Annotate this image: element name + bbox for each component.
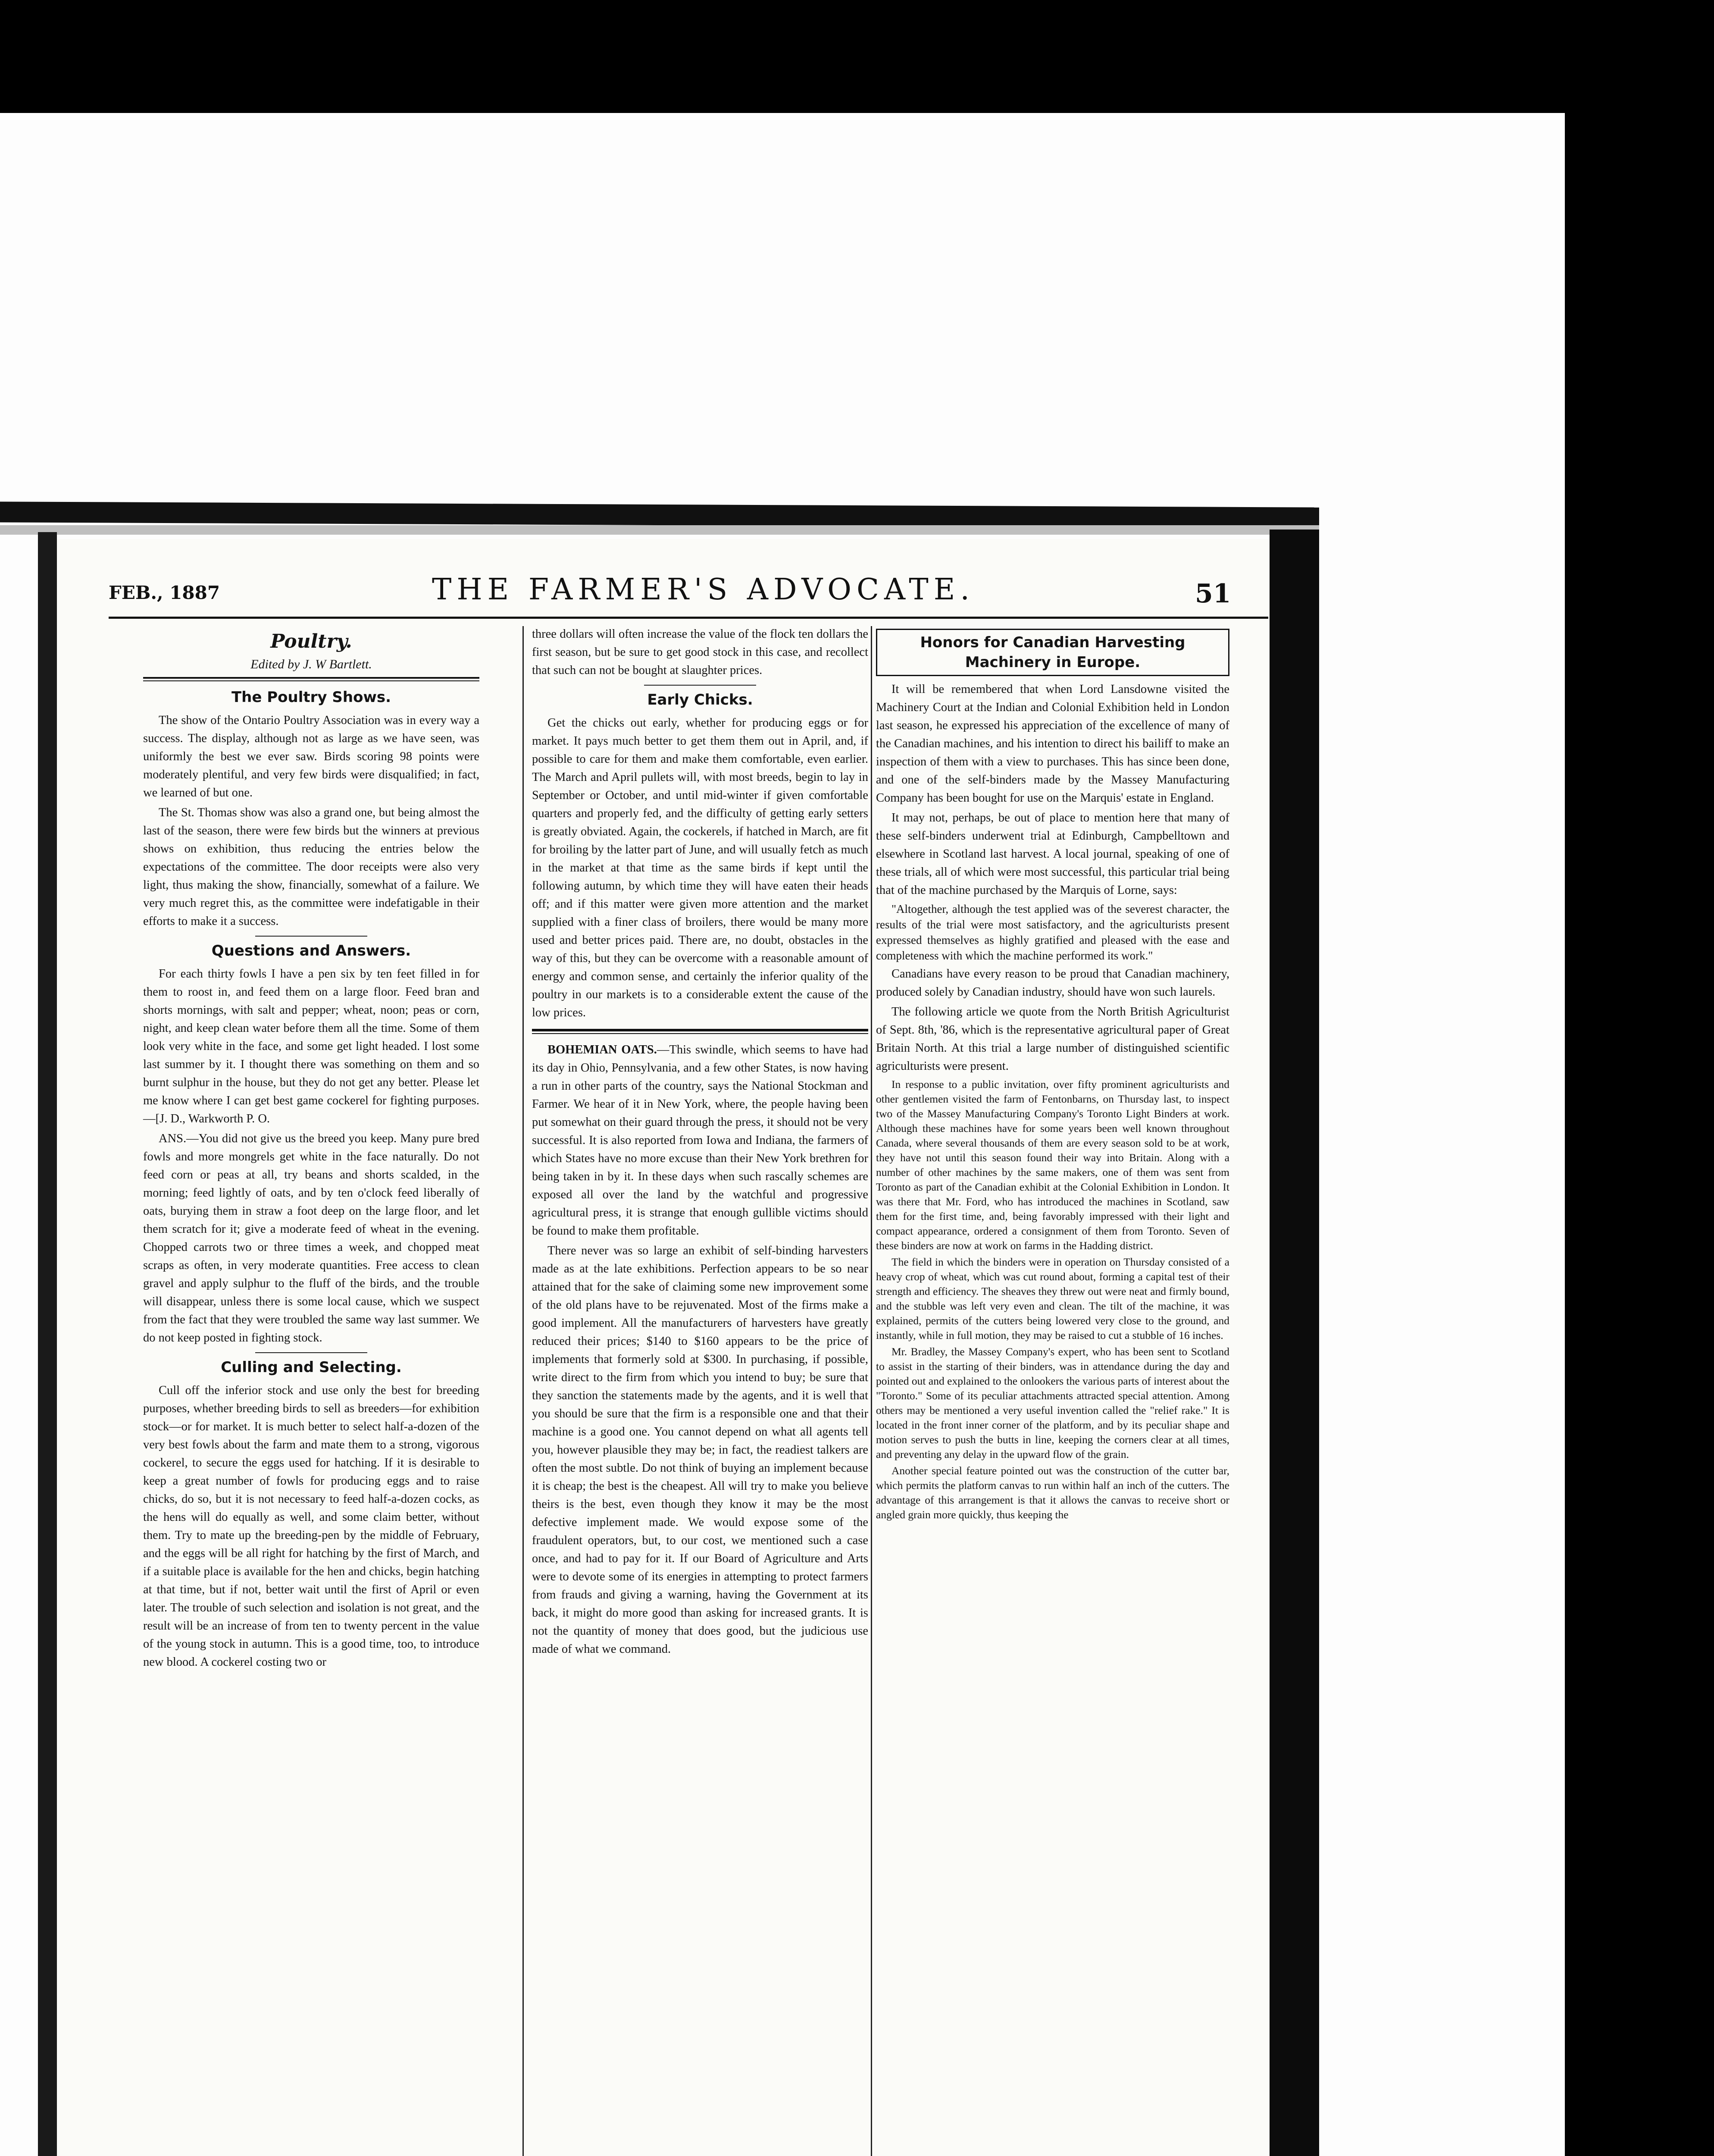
article-paragraph: Cull off the inferior stock and use only the best for breeding purposes, whether breeding birds to sell as breeders—for exhibition stock—or for market. It is much better to select half-a-dozen of the very best fowls about the farm and mate them to a strong, vigorous cockerel, to secure the eggs used for hatching. If it is desirable to keep a great number of fowls for producing eggs and to raise chicks, do so, but it is not necessary to feed half-a-dozen cocks, as the hens will do equally as well, and some claim better, without them. Try to mate up the breeding-pen by the middle of February, and the eggs will be all right for hatching by the first of March, and if a suitable place is available for the hen and chicks, begin hatching at that time, but if not, better wait until the first of April or even later. The trouble of such selection and isolation is not great, and the result will be an increase of from ten to twenty percent in the value of the young stock in autumn. This is a good time, too, to introduce new blood. A cockerel costing two or (143, 1384, 479, 1669)
article-paragraph: The show of the Ontario Poultry Association was in every way a success. The display, although not as large as we have seen, was uniformly the best we ever saw. Birds scoring 98 points were moderately plentiful, and very few birds were disqualified; in fact, we learned of but one. (143, 714, 479, 799)
section-divider (255, 1352, 367, 1353)
department-rule (143, 677, 479, 681)
article-paragraph: For each thirty fowls I have a pen six by ten feet filled in for them to roost in, and feed them on a large floor. Feed bran and shorts mornings, with salt and pepper; wheat, noon; peas or corn, night, and keep clean water before them all the time. Some of them look very white in the face, and some get light headed. I lost some last summer by it. I thought there was something on them and so burnt sulphur in the house, but they do not get any better. Please let me know where I can get best game cockerel for fighting purposes.—[J. D., Warkworth P. O. (143, 967, 479, 1125)
masthead-page-number: 51 (1195, 579, 1231, 609)
article-paragraph: ANS.—You did not give us the breed you keep. Many pure bred fowls and more mongrels get white in the face naturally. Do not feed corn or peas at all, try beans and shorts scalded, in the morning; feed lightly of oats, and by ten o'clock feed liberally of oats, burying them in straw a foot deep on the large floor, and let them scratch for it; give a moderate feed of wheat in the evening. Chopped carrots two or three times a week, and chopped meat scraps as often, in very moderate quantities. Free access to clean gravel and apply sulphur to the fluff of the birds, and the trouble will disappear, unless there is some local cause, which we suspect from the fact that they were troubled the same way last summer. We do not keep posted in fighting stock. (143, 1132, 479, 1344)
section-divider (255, 936, 367, 937)
article-paragraph: It will be remembered that when Lord Lansdowne visited the Machinery Court at the Indian and Colonial Exhibition held in London last season, he expressed his appreciation of the excellence of many of the Canadian machines, and his intention to direct his bailiff to make an inspection of them with a view to purchases. This has since been done, and one of the self-binders made by the Massey Manufacturing Company has been bought for use on the Marquis' estate in England. (876, 683, 1229, 805)
column-rule-1 (522, 626, 524, 2156)
article-quote: "Altogether, although the test applied was of the severest character, the results of the trial were most satisfactory, and the agriculturists present expressed themselves as highly gratified and pleased with the ease and completeness with which the machine performed its work." (876, 903, 1229, 962)
masthead-title: THE FARMER'S ADVOCATE. (432, 573, 975, 607)
quoted-article (876, 1077, 1229, 1522)
masthead-date: FEB., 1887 (109, 582, 220, 603)
lead-paragraph-text: —This swindle, which seems to have had its day in Ohio, Pennsylvania, and a few other States, is now having a run in other parts of the country, says the National Stockman and Farmer. We hear of it in New York, where, the people having been put somewhat on their guard through the press, it should not be very successful. It is also reported from Iowa and Indiana, the farmers of which States have no more excuse than their New York brethren for being taken in by it. In these days when such rascally schemes are exposed all over the land by the watchful and progressive agricultural press, it is strange that enough gullible victims should be found to make them profitable. (532, 1043, 868, 1238)
section-heavy-rule (532, 1029, 868, 1031)
department-byline: Edited by J. W Bartlett. (250, 657, 372, 671)
page-right-edge (1270, 530, 1319, 2156)
article-title-honors-box (876, 629, 1229, 676)
article-paragraph: Canadians have every reason to be proud that Canadian machinery, produced solely by Canadian industry, should have won such laurels. (876, 967, 1229, 999)
article-title-early-chicks: Early Chicks. (647, 691, 753, 708)
column-2 (532, 625, 868, 1660)
article-paragraph: In response to a public invitation, over fifty prominent agriculturists and other gentlemen visited the farm of Fentonbarns, on Thursday last, to inspect two of the Massey Manufacturing Company's Toronto Light Binders at work. Although these machines have for some years been well known throughout Canada, where several thousands of them are every season sold to be at work, they have not until this season found their way into Britain. Along with a number of other machines by the same makers, one of them was sent from Toronto as part of the Canadian exhibit at the Colonial Exhibition in London. It was there that Mr. Ford, who has introduced the machines in Scotland, saw them for the first time, and, being favorably impressed with their light and compact appearance, ordered a consignment of them from Toronto. Seven of these binders are now at work on farms in the Hadding district. (876, 1078, 1229, 1252)
article-paragraph: There never was so large an exhibit of self-binding harvesters made as at the late exhibitions. Perfection appears to be so near attained that for the sake of claiming some new improvement some of the old plans have to be rejuvenated. Most of the firms make a good implement. All the manufacturers of harvesters have greatly reduced their prices; $140 to $160 appears to be the price of implements that formerly sold at $300. In purchasing, if possible, write direct to the firm from which you intend to buy; be sure that they sanction the statements made by the agents, and it is well that you should be sure that the firm is a responsible one and that their machine is a good one. You cannot depend on what all agents tell you, however plausible they may be; in fact, the readiest talkers are often the most subtle. Do not think of buying an implement because it is cheap; the best is the cheapest. All will try to make you believe theirs is the best, even though they know it may be the most defective implement made. We would expose some of the fraudulent operators, but, to our cost, we mentioned such a case once, and had to pay for it. If our Board of Agriculture and Arts were to devote some of its energies in attempting to protect farmers from frauds and giving a warning, having the Government at its back, it might do more good than asking for increased grants. It is not the quantity of money that does good, but the judicious use made of what we command. (532, 1244, 868, 1656)
article-paragraph: The St. Thomas show was also a grand one, but being almost the last of the season, there were few birds but the winners at previous shows on exhibition, thus reducing the entries below the expectations of the committee. The door receipts were also very light, thus making the show, financially, somewhat of a failure. We very much regret this, as the committee were indefatigable in their efforts to make it a success. (143, 806, 479, 928)
scan-top-border (0, 0, 1714, 125)
department-title: Poultry. (270, 630, 352, 652)
column-1 (143, 625, 479, 1673)
section-divider (644, 685, 756, 686)
article-paragraph: The field in which the binders were in operation on Thursday consisted of a heavy crop of wheat, which was cut round about, forming a capital test of their strength and efficiency. The sheaves they threw out were neat and firmly bound, and the stubble was left very even and clean. The tilt of the machine, it was explained, permits of the cutters being lowered very close to the ground, and instantly, while in full motion, they may be raised to cut a stubble of 16 inches. (876, 1256, 1229, 1341)
column-rule-2 (871, 626, 872, 2156)
page-top-curl-shadow (0, 525, 1319, 535)
section-thin-rule (532, 1033, 868, 1034)
article-paragraph: Get the chicks out early, whether for producing eggs or for market. It pays much better to get them them out in April, and, if possible to care for them and make them comfortable, even earlier. The March and April pullets will, with most breeds, begin to lay in September or October, and until mid-winter if given comfortable quarters and properly fed, and the difficulty of getting early setters is greatly obviated. Again, the cockerels, if hatched in March, are fit for broiling by the latter part of June, and will usually fetch as much in the market at that time as the same birds if kept until the following autumn, by which time they will have eaten their heads off; and if this matter were given more attention and the market supplied with a finer class of broilers, there would be many more used and better prices paid. There are, no doubt, obstacles in the way of this, but they can be overcome with a reasonable amount of energy and common sense, and certainly the inferior quality of the poultry in our markets is to a considerable extent the cause of the low prices. (532, 716, 868, 1019)
article-title-questions-answers: Questions and Answers. (211, 942, 411, 959)
article-paragraph-lead (532, 1041, 868, 1240)
article-paragraph: It may not, perhaps, be out of place to mention here that many of these self-binders underwent trial at Edinburgh, Campbelltown and elsewhere in Scotland last harvest. A local journal, speaking of one of these trials, all of which were most successful, this particular trial being that of the machine purchased by the Marquis of Lorne, says: (876, 811, 1229, 897)
article-title-line-1: Honors for Canadian Harvesting (920, 634, 1185, 651)
article-paragraph: Mr. Bradley, the Massey Company's expert, who has been sent to Scotland to assist in the starting of their binders, was in attendance during the day and pointed out and explained to the onlookers the various parts of interest about the "Toronto." Some of its peculiar attachments attracted special attention. Among others may be mentioned a very useful invention called the "relief rake." It is located in the front inner corner of the platform, and by its peculiar shape and motion serves to push the butts in line, keeping the corners clear at all times, and preventing any delay in the upward flow of the grain. (876, 1345, 1229, 1460)
article-paragraph: three dollars will often increase the value of the flock ten dollars the first season, but be sure to get good stock in this case, and recollect that such can not be bought at slaughter prices. (532, 627, 868, 677)
article-title-culling-selecting: Culling and Selecting. (221, 1359, 402, 1376)
lead-in-bohemian-oats: BOHEMIAN OATS. (547, 1043, 657, 1056)
article-paragraph: The following article we quote from the North British Agriculturist of Sept. 8th, '86, which is the representative agricultural paper of Great Britain North. At this trial a large number of distinguished scientific agriculturists were present. (876, 1005, 1229, 1073)
scan-right-border (1565, 113, 1714, 2156)
article-paragraph: Another special feature pointed out was the construction of the cutter bar, which permits the platform canvas to run within half an inch of the cutters. The advantage of this arrangement is that it allows the canvas to receive short or angled grain more quickly, thus keeping the (876, 1464, 1229, 1521)
page-left-edge (38, 532, 57, 2156)
article-title-line-2: Machinery in Europe. (965, 654, 1141, 671)
newspaper-page (57, 539, 1270, 2156)
article-title-poultry-shows: The Poultry Shows. (231, 689, 391, 706)
masthead-rule (109, 617, 1268, 619)
column-3 (876, 625, 1229, 1524)
